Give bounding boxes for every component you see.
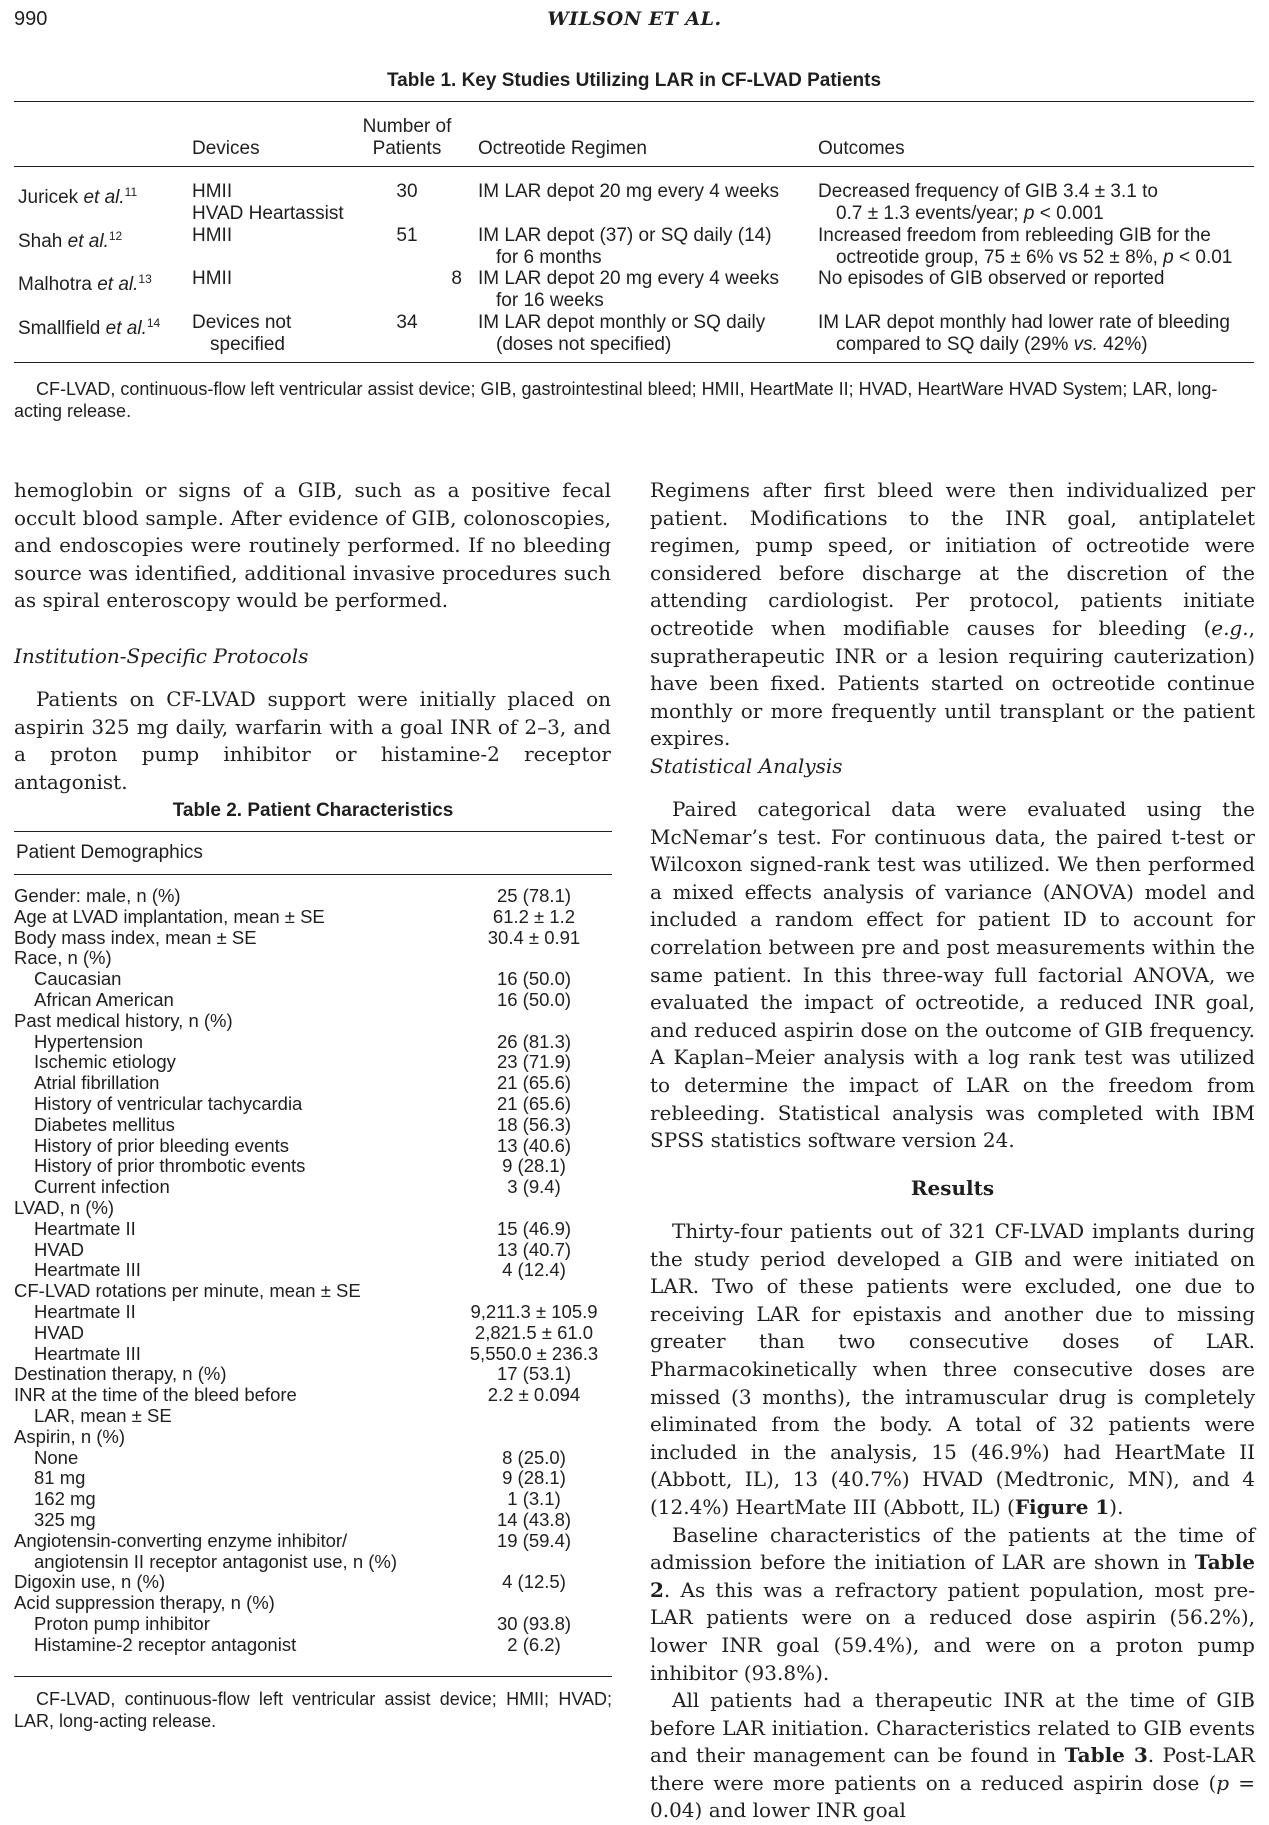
table2-row	[14, 1032, 614, 1053]
table2-row-value: 9 (28.1)	[502, 1155, 566, 1177]
table2-row-label: Heartmate II	[34, 1300, 136, 1322]
table2-row	[14, 886, 614, 907]
running-head: WILSON ET AL.	[547, 8, 722, 30]
figure-1-ref[interactable]: Figure 1	[1014, 1494, 1110, 1519]
table2-row-label: Past medical history, n (%)	[14, 1009, 233, 1031]
table2-row	[14, 1136, 614, 1157]
table1-top-rule	[14, 101, 1254, 102]
t1-row-patients: 51	[396, 225, 418, 246]
right-col-para1	[650, 477, 1255, 753]
table2-row	[14, 1593, 614, 1614]
t1-row-devices: HMII HVAD Heartassist	[192, 181, 344, 224]
table2-row-label: LVAD, n (%)	[14, 1196, 115, 1218]
t1-row-patients: 34	[396, 312, 418, 333]
t1-row-devices: Devices not specified	[192, 312, 292, 355]
t1-row-regimen: IM LAR depot monthly or SQ daily (doses not specified)	[478, 312, 766, 355]
table2-row-value: 2.2 ± 0.094	[487, 1384, 581, 1406]
table2-row-label: angiotensin II receptor antagonist use, n (%)	[34, 1550, 398, 1572]
table2-row-value: 2 (6.2)	[507, 1633, 561, 1655]
t1-row-study: Smallfield et al.$^{14}$	[18, 316, 161, 339]
t1-row-outcomes: Increased freedom from rebleeding GIB for the octreotide group, 75 ± 6% vs 52 ± 8%, p < 0.01	[818, 225, 1233, 268]
table2-row-label: Age at LVAD implantation, mean ± SE	[14, 905, 325, 927]
table2-row	[14, 1302, 614, 1323]
table2-row-label: Ischemic etiology	[34, 1051, 176, 1073]
table2-row-label: LAR, mean ± SE	[34, 1404, 172, 1426]
table2-row-value: 16 (50.0)	[496, 988, 572, 1010]
table2-row-label: 81 mg	[34, 1467, 86, 1489]
table2-row-value: 9,211.3 ± 105.9	[470, 1300, 598, 1322]
table2-row	[14, 1344, 614, 1365]
table2-row-value: 8 (25.0)	[502, 1446, 566, 1468]
table2-row-value: 15 (46.9)	[496, 1217, 572, 1239]
table2-row	[14, 990, 614, 1011]
t1-row-regimen: IM LAR depot 20 mg every 4 weeks	[478, 181, 779, 202]
table2-row-value: 3 (9.4)	[507, 1176, 561, 1198]
table2-row-value	[464, 1281, 604, 1302]
table2-row-label: History of prior thrombotic events	[34, 1155, 306, 1177]
table2-row-value: 30.4 ± 0.91	[487, 926, 581, 948]
table2-footnote: CF-LVAD, continuous-flow left ventricular assist device; HMII; HVAD; LAR, long-acting release.	[14, 1689, 612, 1731]
left-col-para2: Patients on CF-LVAD support were initially placed on aspirin 325 mg daily, warfarin with a goal INR of 2–3, and a proton pump inhibitor or histamine-2 receptor antagonist.	[14, 687, 611, 794]
table2-row-value: 18 (56.3)	[496, 1113, 572, 1135]
table2-row-label: Aspirin, n (%)	[14, 1425, 126, 1447]
table2-row-value: 1 (3.1)	[507, 1488, 561, 1510]
table2-row	[14, 1052, 614, 1073]
table2-row-label: Histamine-2 receptor antagonist	[34, 1633, 297, 1655]
table2-row-value	[464, 1552, 604, 1573]
t1-header-patients-1: Number of	[362, 116, 452, 137]
table2-row-value: 17 (53.1)	[496, 1363, 572, 1385]
table2-row	[14, 1177, 614, 1198]
table2-row-label: Proton pump inhibitor	[34, 1612, 210, 1634]
table2-row-label: Acid suppression therapy, n (%)	[14, 1592, 275, 1614]
right-col-para2: Paired categorical data were evaluated using the McNemar’s test. For continuous data, the paired t-test or Wilcoxon signed-rank test was utilized. We then performed a mixed effects analysis of variance (ANOVA) model and included a random effect for patient ID to account for correlation between pre and post measurements within the same patient. In this three-way full factorial ANOVA, we evaluated the impact of octreotide, a reduced INR goal, and reduced aspirin dose on the outcome of GIB frequency. A Kaplan–Meier analysis with a log rank test was utilized to determine the impact of LAR on the freedom from rebleeding. Statistical analysis was completed with IBM SPSS statistics software version 24.	[650, 797, 1255, 1153]
table2-row-value	[464, 1011, 604, 1032]
left-col-para1: hemoglobin or signs of a GIB, such as a positive fecal occult blood sample. After evidence of GIB, colonoscopies, and endoscopies were routinely performed. If no bleeding source was identified, additional invasive procedures such as spiral enteroscopy would be performed.	[14, 478, 611, 613]
table2-row	[14, 1011, 614, 1032]
table2-row-label: History of ventricular tachycardia	[34, 1092, 303, 1114]
results-heading: Results	[910, 1176, 995, 1200]
table2-row	[14, 1635, 614, 1656]
table2-row-label: Hypertension	[34, 1030, 144, 1052]
table2-row	[14, 969, 614, 990]
table1-header-rule	[14, 166, 1254, 167]
t1-row-devices: HMII	[192, 225, 233, 246]
t1-header-regimen: Octreotide Regimen	[478, 138, 647, 159]
table2-row-value: 9 (28.1)	[502, 1467, 566, 1489]
table2-row	[14, 1614, 614, 1635]
table2-row-value	[464, 1198, 604, 1219]
t1-row-devices: HMII	[192, 268, 233, 289]
table2-row-label: Heartmate III	[34, 1259, 141, 1281]
table2-row	[14, 1572, 614, 1593]
table2-row-label: Body mass index, mean ± SE	[14, 926, 257, 948]
table2-row-value	[464, 948, 604, 969]
t1-header-outcomes: Outcomes	[818, 138, 905, 159]
table2-row	[14, 928, 614, 949]
t1-row-outcomes: No episodes of GIB observed or reported	[818, 268, 1165, 289]
para-regimens: Regimens after first bleed were then individualized per patient. Modifications to the INR goal, antiplatelet regimen, pump speed, or initiation of octreotide were considered before discharge at the discretion of the attending cardiologist. Per protocol, patients initiate octreotide when modifiable causes for bleeding (e.g., supratherapeutic INR or a lesion requiring cauterization) have been fixed. Patients started on octreotide continue monthly or more frequently until transplant or the patient expires.	[650, 478, 1255, 751]
table2-row-value: 13 (40.7)	[496, 1238, 572, 1260]
table2-row-label: Angiotensin-converting enzyme inhibitor/	[14, 1529, 348, 1551]
table2-row-value: 16 (50.0)	[496, 968, 572, 990]
table2-row-label: Heartmate III	[34, 1342, 141, 1364]
table-3-ref[interactable]: Table 3	[1064, 1743, 1148, 1768]
table2-row-label: African American	[34, 988, 174, 1010]
t1-row-study: Juricek et al.$^{11}$	[18, 185, 138, 208]
table2-row	[14, 1281, 614, 1302]
table2-row	[14, 1468, 614, 1489]
table2-row-label: Atrial fibrillation	[34, 1072, 160, 1094]
subhead-statistical-analysis: Statistical Analysis	[650, 754, 843, 778]
table2-row-value	[464, 1593, 604, 1614]
table2-row-value: 13 (40.6)	[496, 1134, 572, 1156]
table2-row	[14, 1073, 614, 1094]
table2-row	[14, 1094, 614, 1115]
table2-row-label: None	[34, 1446, 79, 1468]
t1-row-regimen: IM LAR depot (37) or SQ daily (14) for 6 months	[478, 225, 772, 268]
t1-row-regimen: IM LAR depot 20 mg every 4 weeks for 16 weeks	[478, 268, 779, 311]
table2-rows	[14, 886, 614, 1655]
table2-row	[14, 1156, 614, 1177]
table2-header-rule	[14, 874, 612, 875]
table2-row-label: HVAD	[34, 1321, 85, 1343]
right-col-results: Thirty-four patients out of 321 CF-LVAD implants during the study period developed a GIB and were initiated on LAR. Two of these patients were excluded, one due to receiving LAR for epistaxis and another due to missing greater than two consecutive doses of LAR. Pharmacokinetically when three consecutive doses are missed (3 months), the intramuscular drug is completely eliminated from the body. A total of 32 patients were included in the analysis, 15 (46.9%) had HeartMate II (Abbott, IL), 13 (40.7%) HVAD (Medtronic, MN), and 4 (12.4%) HeartMate III (Abbott, IL) (Figure 1). Baseline characteristics of the patients at the time of admission before the initiation of LAR are shown in Table 2. As this was a refractory patient population, most pre-LAR patients were on a reduced dose aspirin (56.2%), lower INR goal (59.4%), and were on a proton pump inhibitor (93.8%). All patients had a therapeutic INR at the time of GIB before LAR initiation. Characteristics related to GIB events and their management can be found in Table 3. Post-LAR there were more patients on a reduced aspirin dose (p = 0.04) and lower INR goal	[650, 1219, 1255, 1823]
table2-row-label: Caucasian	[34, 968, 122, 990]
table2-row-label: CF-LVAD rotations per minute, mean ± SE	[14, 1280, 361, 1302]
table2-row-label: Destination therapy, n (%)	[14, 1363, 227, 1385]
t1-row-patients: 8	[451, 268, 462, 289]
subhead-institution-protocols: Institution-Specific Protocols	[14, 644, 309, 668]
table2-row	[14, 1219, 614, 1240]
table2-row-label: History of prior bleeding events	[34, 1134, 290, 1156]
table2-row-value: 30 (93.8)	[496, 1612, 572, 1634]
t1-row-outcomes: IM LAR depot monthly had lower rate of bleeding compared to SQ daily (29% vs. 42%)	[818, 312, 1230, 355]
table2-row-value: 61.2 ± 1.2	[492, 905, 576, 927]
table2-row-label: Current infection	[34, 1176, 170, 1198]
table2-row-value	[464, 1427, 604, 1448]
table2-row	[14, 1115, 614, 1136]
table2-row	[14, 1240, 614, 1261]
table1-bottom-rule	[14, 362, 1254, 363]
table2-row	[14, 1198, 614, 1219]
table2-row	[14, 1510, 614, 1531]
table2-title: Table 2. Patient Characteristics	[172, 800, 454, 821]
table2-row-value	[464, 1406, 604, 1427]
table-2-ref[interactable]: Table 2	[650, 1550, 1255, 1602]
table2-row-value: 23 (71.9)	[496, 1051, 572, 1073]
table2-row	[14, 1448, 614, 1469]
table2-row	[14, 1427, 614, 1448]
t1-row-outcomes: Decreased frequency of GIB 3.4 ± 3.1 to 0.7 ± 1.3 events/year; p < 0.001	[818, 181, 1158, 224]
table2-row-label: Heartmate II	[34, 1217, 136, 1239]
table2-row-value: 25 (78.1)	[496, 885, 572, 906]
table2-row-value: 19 (59.4)	[496, 1529, 572, 1551]
table2-row	[14, 1406, 614, 1427]
table2-row-value: 21 (65.6)	[496, 1092, 572, 1114]
table2-row-label: Gender: male, n (%)	[14, 885, 181, 906]
table1-footnote: CF-LVAD, continuous-flow left ventricular assist device; GIB, gastrointestinal bleed; HMII, HeartMate II; HVAD, HeartWare HVAD System; LAR, long-acting release.	[14, 379, 1218, 421]
t1-row-study: Shah et al.$^{12}$	[18, 229, 123, 252]
table2-row	[14, 1323, 614, 1344]
table2-row-label: Diabetes mellitus	[34, 1113, 175, 1135]
table2-demographics-label: Patient Demographics	[16, 842, 203, 863]
page-number: 990	[14, 8, 48, 30]
table1-title: Table 1. Key Studies Utilizing LAR in CF-LVAD Patients	[386, 70, 882, 91]
table2-row-value: 21 (65.6)	[496, 1072, 572, 1094]
table2-row-label: HVAD	[34, 1238, 85, 1260]
table2-top-rule	[14, 831, 612, 832]
table2-row	[14, 1364, 614, 1385]
table2-row-label: 162 mg	[34, 1488, 96, 1510]
table2-row-label: Race, n (%)	[14, 947, 112, 969]
t1-row-study: Malhotra et al.$^{13}$	[18, 272, 152, 295]
table2-row-value: 14 (43.8)	[496, 1508, 572, 1530]
table2-row	[14, 948, 614, 969]
table2-row-label: 325 mg	[34, 1508, 96, 1530]
table2-bottom-rule	[14, 1676, 612, 1677]
table2-row	[14, 1552, 614, 1573]
table2-row	[14, 1260, 614, 1281]
table2-row	[14, 1531, 614, 1552]
table2-row	[14, 907, 614, 928]
t1-header-patients-2: Patients	[372, 138, 442, 159]
t1-header-devices: Devices	[192, 138, 260, 159]
t1-row-patients: 30	[396, 181, 418, 202]
table2-row-value: 26 (81.3)	[496, 1030, 572, 1052]
table2-row-value: 2,821.5 ± 61.0	[474, 1321, 594, 1343]
table2-row-value: 5,550.0 ± 236.3	[469, 1342, 599, 1364]
table2-row-label: INR at the time of the bleed before	[14, 1384, 297, 1406]
table2-row-value: 4 (12.4)	[502, 1259, 566, 1281]
table2-row	[14, 1385, 614, 1406]
table2-row-value: 4 (12.5)	[502, 1571, 566, 1593]
table2-row	[14, 1489, 614, 1510]
table2-row-label: Digoxin use, n (%)	[14, 1571, 166, 1593]
